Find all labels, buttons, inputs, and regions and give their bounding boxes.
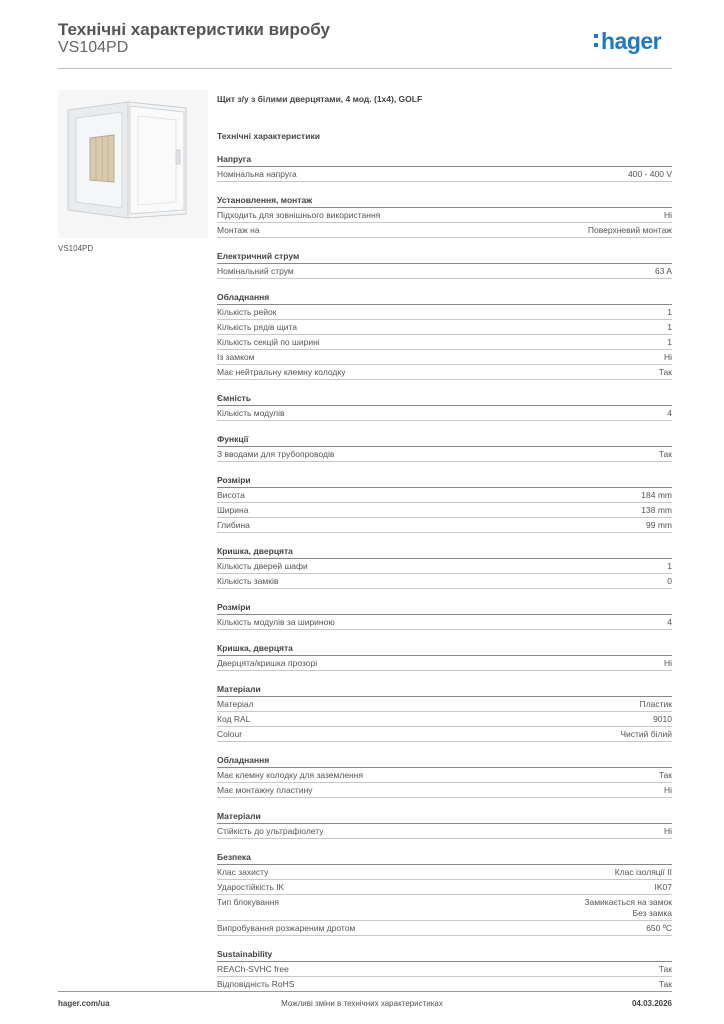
- spec-label: Відповідність RoHS: [217, 979, 295, 989]
- spec-group: [217, 754, 672, 798]
- spec-label: Номінальна напруга: [217, 169, 297, 179]
- spec-label: Кількість модулів за шириною: [217, 617, 335, 627]
- spec-label: Висота: [217, 490, 245, 500]
- spec-value: 4: [667, 617, 672, 627]
- spec-row: [217, 615, 672, 630]
- spec-value: 9010: [653, 714, 672, 724]
- spec-group-title: Розміри: [217, 601, 672, 615]
- spec-value: Замикається на замок Без замка: [584, 897, 672, 918]
- spec-row: [217, 559, 672, 574]
- spec-group: [217, 948, 672, 992]
- spec-row: [217, 518, 672, 533]
- spec-row: [217, 962, 672, 977]
- spec-group: [217, 194, 672, 238]
- product-code: VS104PD: [58, 39, 129, 56]
- spec-row: [217, 406, 672, 421]
- spec-group: [217, 810, 672, 839]
- spec-label: Із замком: [217, 352, 255, 362]
- spec-value: Чистий білий: [620, 729, 672, 739]
- spec-label: Номінальний струм: [217, 266, 294, 276]
- spec-value: Клас ізоляції II: [614, 867, 672, 877]
- spec-value: IK07: [654, 882, 672, 892]
- spec-label: Кількість рейок: [217, 307, 277, 317]
- spec-group-title: Кришка, дверцята: [217, 642, 672, 656]
- footer-website-link[interactable]: hager.com/ua: [58, 999, 110, 1008]
- spec-groups: [217, 153, 672, 992]
- spec-row: [217, 350, 672, 365]
- spec-value: 1: [667, 337, 672, 347]
- spec-group: [217, 601, 672, 630]
- spec-value: Так: [658, 449, 672, 459]
- spec-value: 63 A: [654, 266, 672, 276]
- spec-value: 138 mm: [641, 505, 672, 515]
- footer-date: 04.03.2026: [631, 999, 672, 1008]
- spec-value: 650 ºC: [646, 923, 672, 933]
- spec-group-title: Функції: [217, 433, 672, 447]
- spec-label: Colour: [217, 729, 243, 739]
- image-caption: VS104PD: [58, 244, 94, 253]
- spec-value: 4: [667, 408, 672, 418]
- page-title: Технічні характеристики виробу: [58, 20, 330, 39]
- spec-heading: Технічні характеристики: [217, 131, 320, 141]
- spec-row: [217, 305, 672, 320]
- spec-row: [217, 167, 672, 182]
- hager-logo: [594, 28, 674, 58]
- spec-group-title: Sustainability: [217, 948, 672, 962]
- spec-value: Так: [658, 979, 672, 989]
- spec-label: Клас захисту: [217, 867, 269, 877]
- spec-group: [217, 474, 672, 533]
- spec-value: Так: [658, 367, 672, 377]
- spec-row: [217, 320, 672, 335]
- spec-label: Має монтажну пластину: [217, 785, 313, 795]
- spec-value: 400 - 400 V: [628, 169, 672, 179]
- spec-group: [217, 851, 672, 936]
- spec-row: [217, 824, 672, 839]
- spec-row: [217, 977, 672, 992]
- spec-row: [217, 880, 672, 895]
- spec-row: [217, 208, 672, 223]
- spec-value: Ні: [663, 352, 672, 362]
- spec-row: [217, 895, 672, 921]
- spec-group-title: Обладнання: [217, 754, 672, 768]
- spec-value: 99 mm: [646, 520, 672, 530]
- spec-row: [217, 503, 672, 518]
- spec-value: Ні: [663, 826, 672, 836]
- spec-row: [217, 712, 672, 727]
- spec-label: Випробування розжареним дротом: [217, 923, 356, 933]
- spec-label: Глибина: [217, 520, 250, 530]
- spec-value: Так: [658, 964, 672, 974]
- spec-group-title: Розміри: [217, 474, 672, 488]
- product-image: [58, 90, 208, 238]
- spec-label: Ширина: [217, 505, 249, 515]
- spec-row: [217, 264, 672, 279]
- spec-group: [217, 683, 672, 742]
- spec-label: Матеріал: [217, 699, 254, 709]
- spec-label: REACh-SVHC free: [217, 964, 289, 974]
- spec-group-title: Кришка, дверцята: [217, 545, 672, 559]
- spec-value: Ні: [663, 785, 672, 795]
- spec-group-title: Безпека: [217, 851, 672, 865]
- spec-group: [217, 153, 672, 182]
- spec-label: З вводами для трубопроводів: [217, 449, 335, 459]
- spec-value: 1: [667, 322, 672, 332]
- spec-value: Ні: [663, 210, 672, 220]
- spec-label: Має клемну колодку для заземлення: [217, 770, 364, 780]
- spec-group-title: Матеріали: [217, 810, 672, 824]
- spec-row: [217, 768, 672, 783]
- spec-row: [217, 697, 672, 712]
- spec-label: Ударостійкість IK: [217, 882, 285, 892]
- spec-value: Так: [658, 770, 672, 780]
- spec-value: 1: [667, 307, 672, 317]
- spec-label: Монтаж на: [217, 225, 260, 235]
- spec-group: [217, 433, 672, 462]
- spec-label: Кількість замків: [217, 576, 279, 586]
- product-description: Щит з/у з білими дверцятами, 4 мод. (1х4), GOLF: [217, 94, 423, 104]
- spec-value: Пластик: [639, 699, 672, 709]
- spec-content: [217, 92, 672, 992]
- spec-label: Код RAL: [217, 714, 251, 724]
- spec-label: Кількість секцій по ширині: [217, 337, 320, 347]
- spec-group-title: Матеріали: [217, 683, 672, 697]
- spec-group: [217, 392, 672, 421]
- spec-label: Дверцята/кришка прозорі: [217, 658, 318, 668]
- spec-group: [217, 250, 672, 279]
- spec-row: [217, 447, 672, 462]
- spec-group: [217, 545, 672, 589]
- spec-row: [217, 488, 672, 503]
- spec-label: Стійкість до ультрафіолету: [217, 826, 324, 836]
- spec-row: [217, 727, 672, 742]
- spec-value: 0: [667, 576, 672, 586]
- header-divider: [58, 68, 672, 69]
- spec-group-title: Електричний струм: [217, 250, 672, 264]
- spec-row: [217, 783, 672, 798]
- spec-group-title: Установлення, монтаж: [217, 194, 672, 208]
- spec-group-title: Напруга: [217, 153, 672, 167]
- spec-label: Кількість модулів: [217, 408, 285, 418]
- spec-label: Тип блокування: [217, 897, 280, 907]
- spec-value: Ні: [663, 658, 672, 668]
- spec-value: Поверхневий монтаж: [587, 225, 672, 235]
- spec-row: [217, 335, 672, 350]
- spec-group: [217, 642, 672, 671]
- spec-row: [217, 921, 672, 936]
- spec-row: [217, 574, 672, 589]
- spec-row: [217, 656, 672, 671]
- logo-wordmark: hager: [601, 28, 662, 54]
- spec-group-title: Ємність: [217, 392, 672, 406]
- spec-row: [217, 865, 672, 880]
- spec-label: Підходить для зовнішнього використання: [217, 210, 381, 220]
- spec-group-title: Обладнання: [217, 291, 672, 305]
- spec-group: [217, 291, 672, 380]
- spec-row: [217, 365, 672, 380]
- footer-notice: Можливі зміни в технічних характеристиках: [281, 999, 443, 1008]
- footer-divider: [58, 991, 672, 992]
- spec-value: 1: [667, 561, 672, 571]
- spec-label: Кількість рядів щита: [217, 322, 297, 332]
- spec-value: 184 mm: [641, 490, 672, 500]
- spec-label: Кількість дверей шафи: [217, 561, 308, 571]
- spec-row: [217, 223, 672, 238]
- spec-label: Має нейтральну клемну колодку: [217, 367, 346, 377]
- logo-dots-icon: [594, 34, 598, 48]
